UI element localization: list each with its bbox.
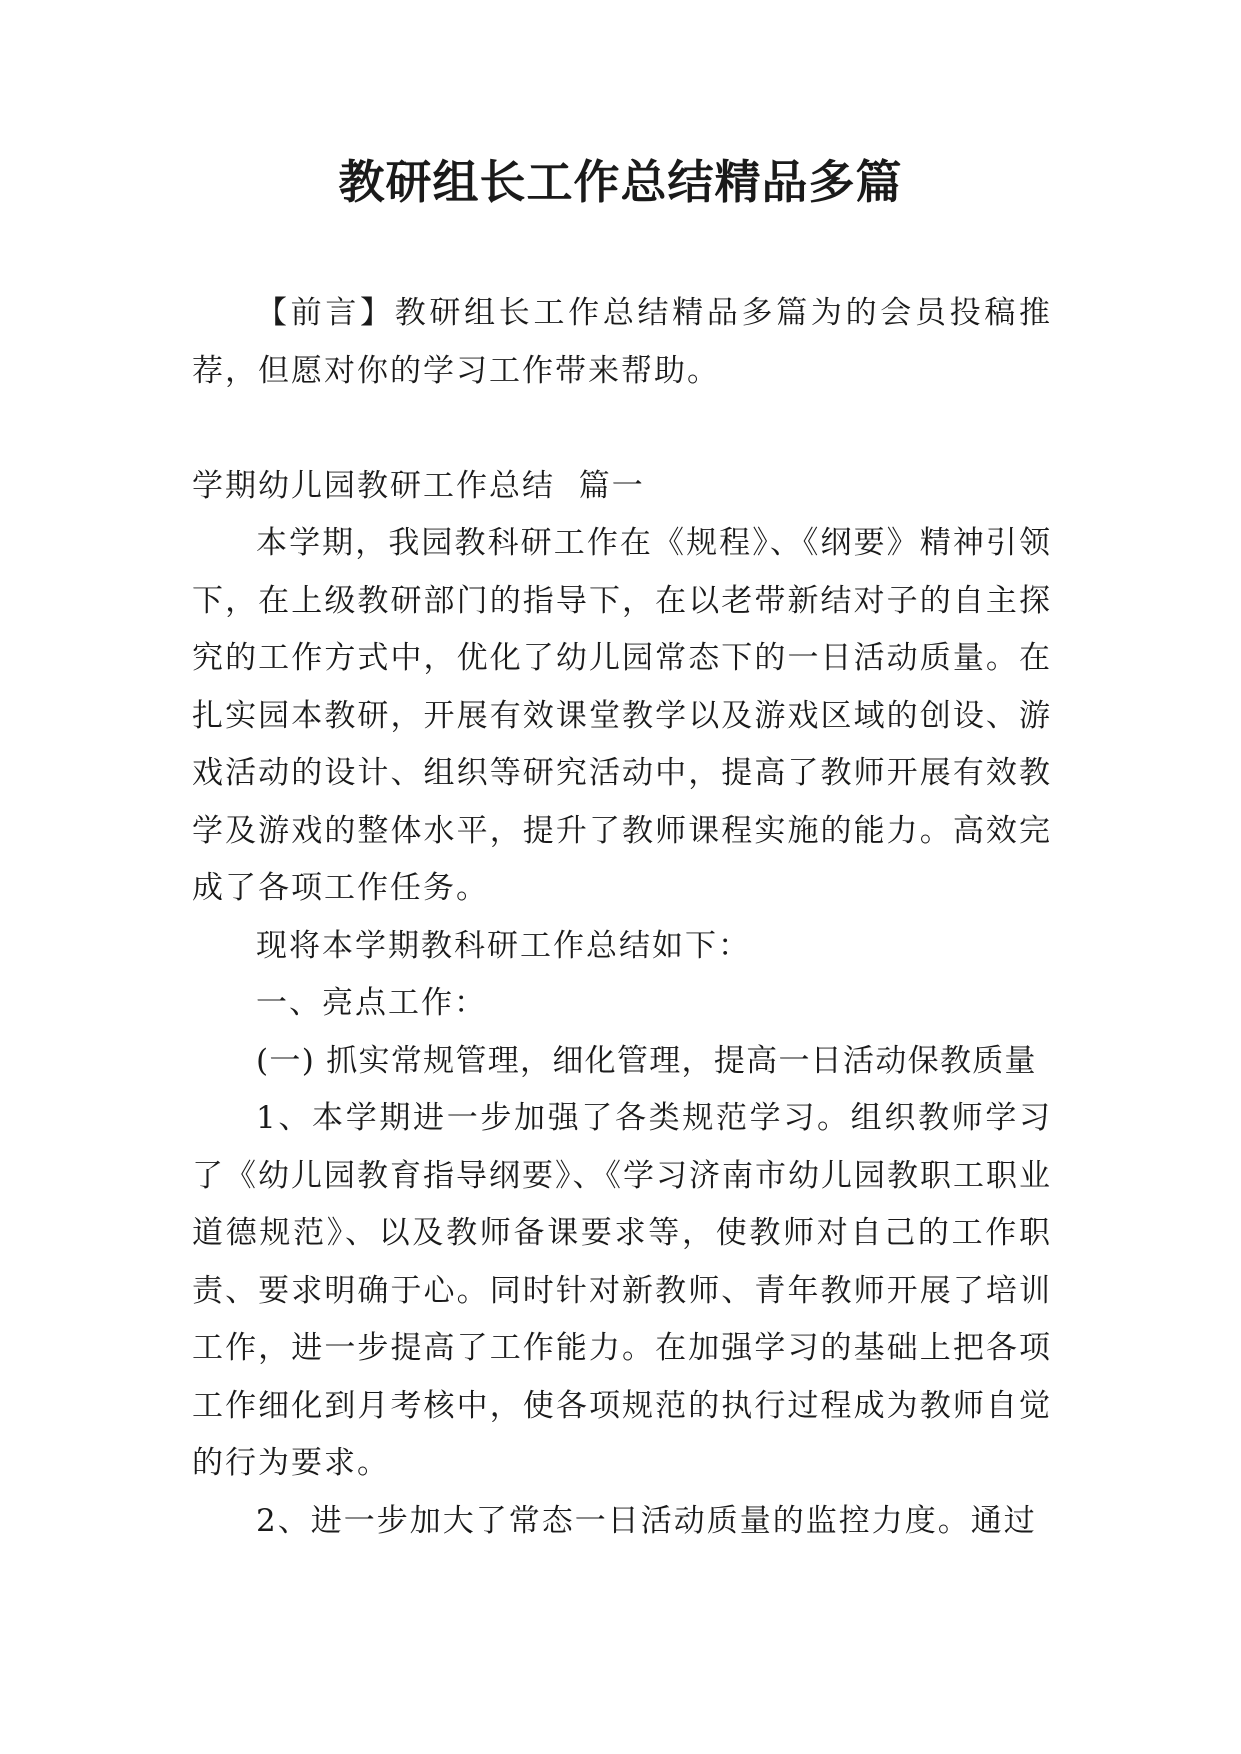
section-heading: 学期幼儿园教研工作总结 篇一 bbox=[192, 467, 645, 504]
document-body bbox=[192, 285, 1052, 1550]
blank-line bbox=[192, 400, 1052, 458]
preface-paragraph: 【前言】教研组长工作总结精品多篇为的会员投稿推荐，但愿对你的学习工作带来帮助。 bbox=[192, 295, 1052, 389]
body-paragraph: 本学期，我园教科研工作在《规程》、《纲要》精神引领下，在上级教研部门的指导下，在以老带新结对子的自主探究的工作方式中，优化了幼儿园常态下的一日活动质量。在扎实园本教研，开展有效课堂教学以及游戏区域的创设、游戏活动的设计、组织等研究活动中，提高了教师开展有效教学及游戏的整体水平，提升了教师课程实施的能力。高效完成了各项工作任务。 bbox=[192, 525, 1052, 906]
body-paragraph: 2、进一步加大了常态一日活动质量的监控力度。通过 bbox=[256, 1502, 1037, 1539]
body-paragraph: (一) 抓实常规管理，细化管理，提高一日活动保教质量 bbox=[256, 1042, 1037, 1079]
document-title: 教研组长工作总结精品多篇 bbox=[338, 155, 903, 209]
body-paragraph: 现将本学期教科研工作总结如下： bbox=[256, 927, 751, 964]
body-paragraph: 1、本学期进一步加强了各类规范学习。组织教师学习了《幼儿园教育指导纲要》、《学习济南市幼儿园教职工职业道德规范》、以及教师备课要求等，使教师对自己的工作职责、要求明确于心。同时针对新教师、青年教师开展了培训工作，进一步提高了工作能力。在加强学习的基础上把各项工作细化到月考核中，使各项规范的执行过程成为教师自觉的行为要求。 bbox=[192, 1100, 1052, 1481]
body-paragraph: 一、亮点工作： bbox=[256, 985, 487, 1021]
